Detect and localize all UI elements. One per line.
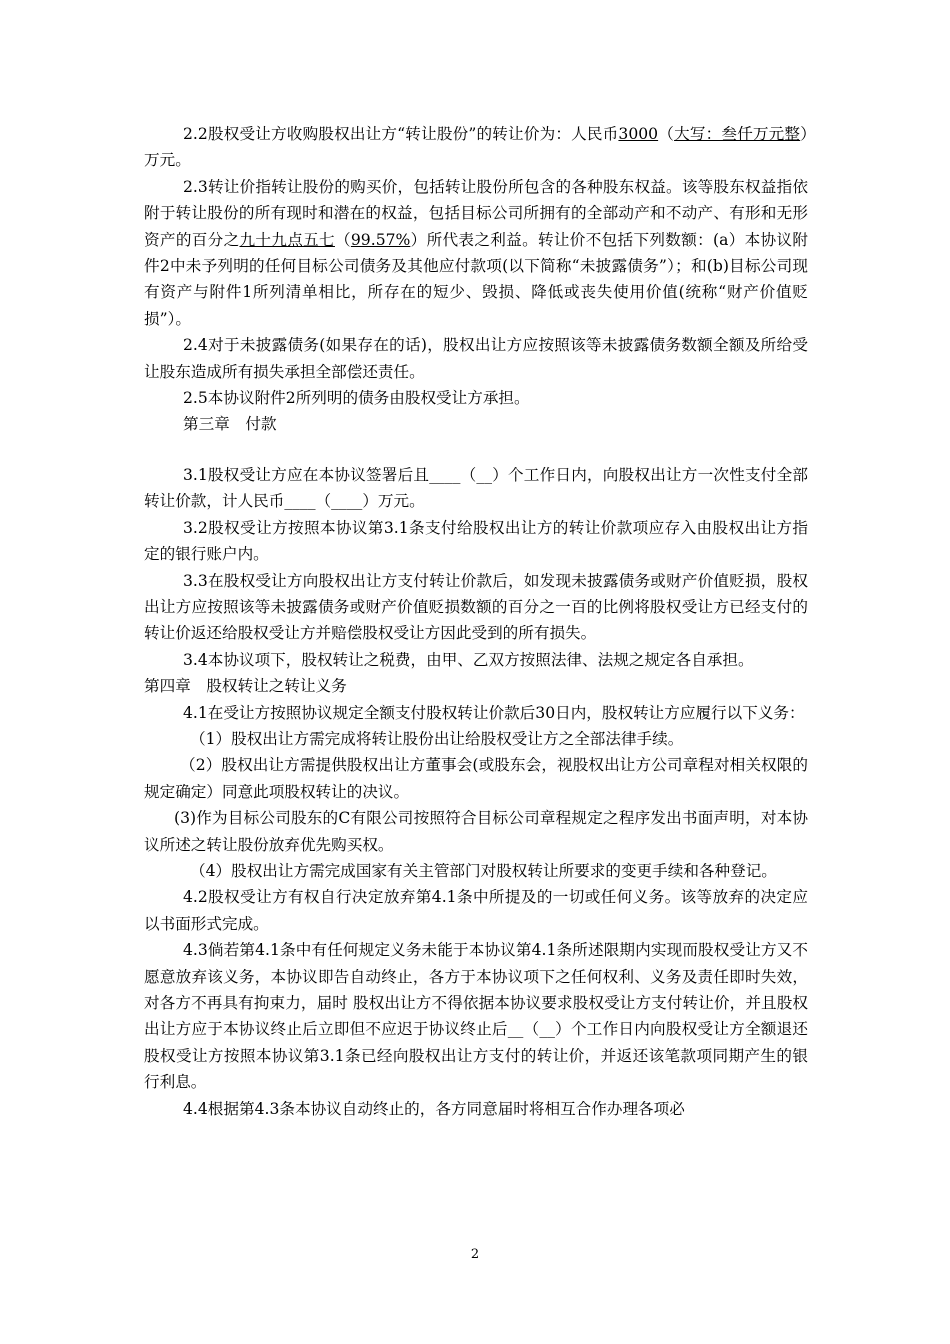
clause-3-3: 3.3在股权受让方向股权出让方支付转让价款后，如发现未披露债务或财产价值贬损，股权出让方应按照该等未披露债务或财产价值贬损数额的百分之一百的比例将股权受让方已经支付的转让价返还给股权受让方并赔偿股权受让方因此受到的所有损失。 [144,571,808,643]
obligation-item-3: (3)作为目标公司股东的C有限公司按照符合目标公司章程规定之程序发出书面声明，对本协议所述之转让股份放弃优先购买权。 [144,809,808,854]
page-number: 2 [470,1247,480,1262]
clause-3-2: 3.2股权受让方按照本协议第3.1条支付给股权出让方的转让价款项应存入由股权出让方指定的银行账户内。 [144,518,808,564]
clause-text: ）万元。 [144,125,808,170]
obligation-item-4: （4）股权出让方需完成国家有关主管部门对股权转让所要求的变更手续和各种登记。 [190,861,777,880]
percentage-in-words: 九十九点五七 [239,230,335,249]
clause-3-4: 3.4本协议项下，股权转让之税费，由甲、乙双方按照法律、法规之规定各自承担。 [183,650,754,669]
clause-3-1: 3.1股权受让方应在本协议签署后且____（__）个工作日内，向股权出让方一次性支付全部转让价款，计人民币____（____）万元。 [144,465,808,511]
clause-2-3 [144,174,808,332]
clause-2-2 [144,121,808,174]
clause-text: 2.2股权受让方收购股权出让方“转让股份”的转让价为：人民币 [183,125,619,143]
document-body [144,121,808,1122]
price-in-words: 大写：叁仟万元整 [674,125,801,143]
obligation-item-2: （2）股权出让方需提供股权出让方董事会(或股东会，视股权出让方公司章程对相关权限的规定确定）同意此项股权转让的决议。 [144,756,808,801]
clause-text: （ [658,125,675,143]
clause-text: ）所代表之利益。转让价不包括下列数额：(a）本协议附件2中未予列明的任何目标公司债务及其他应付款项(以下简称“未披露债务”）；和(b)目标公司现有资产与附件1所列清单相比，所存在的短少、毁损、降低或丧失使用价值(统称“财产价值贬损”）。 [144,230,808,328]
clause-4-2: 4.2股权受让方有权自行决定放弃第4.1条中所提及的一切或任何义务。该等放弃的决定应以书面形式完成。 [144,888,808,933]
clause-2-5: 2.5本协议附件2所列明的债务由股权受让方承担。 [183,389,530,408]
clause-4-4: 4.4根据第4.3条本协议自动终止的，各方同意届时将相互合作办理各项必 [183,1099,685,1118]
clause-text: 2.3转让价指转让股份的购买价，包括转让股份所包含的各种股东权益。该等股东权益指依附于转让股份的所有现时和潜在的权益，包括目标公司所拥有的全部动产和不动产、有形和无形资产的百分之 [144,177,808,249]
clause-4-1: 4.1在受让方按照协议规定全额支付股权转让价款后30日内，股权转让方应履行以下义务： [183,703,805,722]
clause-2-4: 2.4对于未披露债务(如果存在的话)，股权出让方应按照该等未披露债务数额全额及所给受让股东造成所有损失承担全部偿还责任。 [144,336,808,381]
obligation-item-1: （1）股权出让方需完成将转让股份出让给股权受让方之全部法律手续。 [190,729,684,748]
clause-text: （ [334,230,351,249]
chapter-3-heading: 第三章 付款 [183,415,277,434]
chapter-4-heading: 第四章 股权转让之转让义务 [144,677,347,696]
price-figure: 3000 [618,125,659,143]
percentage-figure: 99.57% [350,230,411,249]
clause-4-3: 4.3倘若第4.1条中有任何规定义务未能于本协议第4.1条所述限期内实现而股权受让方又不愿意放弃该义务，本协议即告自动终止，各方于本协议项下之任何权利、义务及责任即时失效，对各方不再具有拘束力，届时 股权出让方不得依据本协议要求股权受让方支付转让价，并且股权出让方应于本协议终止后立即但不应迟于协议终止后__（__）个工作日内向股权受让方全额退还股权受让方按照本协议第3.1条已经向股权出让方支付的转让价，并返还该笔款项同期产生的银行利息。 [144,941,808,1092]
blank-line [144,438,808,462]
